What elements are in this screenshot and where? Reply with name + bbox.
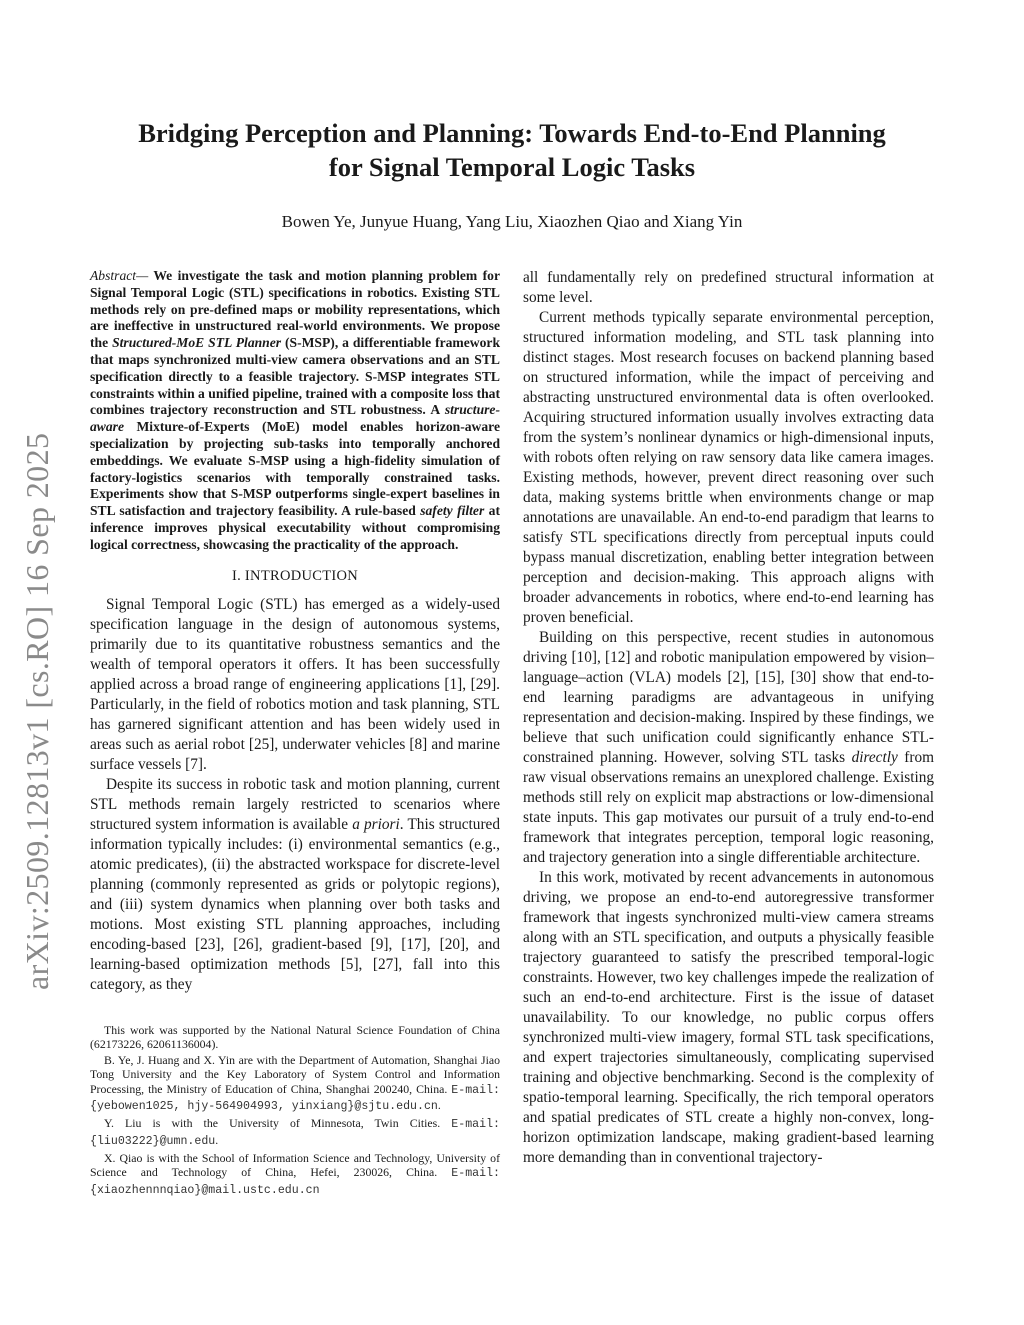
abstract-label: Abstract— (90, 268, 149, 283)
footnote-affiliation-ustc: X. Qiao is with the School of Information Science and Technology, University of Science and Technology of China, Hefei, 230026, China. E-mail:{xiaozhennnqiao}@mail.ustc.edu.cn (90, 1150, 500, 1197)
email-sjtu: E-mail: {yebowen1025, hjy-564904993, yinxiang}@sjtu.edu.cn (90, 1083, 500, 1114)
arxiv-sidebar-identifier: arXiv:2509.12813v1 [cs.RO] 16 Sep 2025 (19, 432, 55, 990)
intro-paragraph-2: Despite its success in robotic task and motion planning, current STL methods remain largely restricted to scenarios where structured system information is available a priori. This structured information typically includes: (i) environmental semantics (e.g., atomic predicates), (ii) the abstracted workspace for discrete-level planning (commonly represented as grids or polytopic regions), and (iii) system dynamics when planning over both tasks and motions. Most existing STL planning approaches, including encoding-based [23], [26], gradient-based [9], [17], [20], and learning-based optimization methods [5], [27], fall into this category, as they (90, 775, 500, 993)
abstract: Abstract— We investigate the task and motion planning problem for Signal Temporal Logic (STL) specifications in robotics. Existing STL methods rely on pre-defined maps or mobility representations, which are ineffective in unstructured real-world environments. We propose the Structured-MoE STL Planner (S-MSP), a differentiable framework that maps synchronized multi-view camera observations and an STL specification directly to a feasible trajectory. S-MSP integrates STL constraints within a unified pipeline, trained with a composite loss that combines trajectory reconstruction and STL robustness. A structure-aware Mixture-of-Experts (MoE) model enables horizon-aware specialization by projecting sub-tasks into temporally anchored embeddings. We evaluate S-MSP using a high-fidelity simulation of factory-logistics scenarios with temporally constrained tasks. Experiments show that S-MSP outperforms single-expert baselines in STL satisfaction and trajectory feasibility. A rule-based safety filter at inference improves physical executability without compromising logical correctness, showcasing the practicality of the approach. (90, 268, 501, 552)
footnotes (90, 1023, 500, 1198)
footnote-affiliation-sjtu: B. Ye, J. Huang and X. Yin are with the Department of Automation, Shanghai Jiao Tong University and the Key Laboratory of System Control and Information Processing, the Ministry of Education of China, Shanghai 200240, China. E-mail: {yebowen1025, hjy-564904993, yinxiang}@sjtu.edu.cn. (90, 1053, 500, 1114)
title-line-2: for Signal Temporal Logic Tasks (328, 152, 696, 182)
left-column (90, 268, 500, 1200)
author-list: Bowen Ye, Junyue Huang, Yang Liu, Xiaozhen Qiao and Xiang Yin (281, 212, 743, 231)
section-heading-introduction: I. INTRODUCTION (231, 567, 359, 584)
right-paragraph-2: Building on this perspective, recent studies in autonomous driving [10], [12] and robotic manipulation empowered by vision–language–action (VLA) models [2], [15], [30] show that end-to-end learning paradigms are advantageous in unifying representation and decision-making. Inspired by these findings, we believe that such unification could significantly enhance STL-constrained planning. However, solving STL tasks directly from raw visual observations remains an unexplored challenge. Existing methods still rely on explicit map abstractions or low-dimensional state inputs. This gap motivates our pursuit of a truly end-to-end framework that integrates perception, temporal logic reasoning, and trajectory generation into a single differentiable architecture. (523, 629, 934, 866)
footnote-affiliation-umn: Y. Liu is with the University of Minnesota, Twin Cities. E-mail: {liu03222}@umn.edu. (90, 1116, 500, 1148)
email-umn: E-mail: {liu03222}@umn.edu (90, 1118, 500, 1148)
right-column (523, 268, 934, 1168)
right-paragraph-0: all fundamentally rely on predefined structural information at some level. (523, 269, 934, 306)
right-paragraph-3: In this work, motivated by recent advancements in autonomous driving, we propose an end-to-end autoregressive transformer framework that ingests synchronized multi-view camera streams along with an STL specification, and outputs a physically feasible trajectory guaranteed to satisfy the prescribed temporal-logic constraints. However, two key challenges impede the realization of such an end-to-end architecture. First is the issue of dataset unavailability. To our knowledge, no public corpus offers synchronized multi-view imagery, formal STL task specifications, and expert trajectories simultaneously, complicating supervised training and objective benchmarking. Second is the complexity of spatio-temporal learning. Specifically, the rich temporal operators and spatial predicates of STL create a highly non-convex, long-horizon optimization landscape, making gradient-based learning more demanding than in conventional trajectory- (523, 869, 934, 1166)
right-paragraph-1: Current methods typically separate environmental perception, structured information modeling, and STL task planning into distinct stages. Most research focuses on backend planning based on structured information, while the impact of perceiving and abstracting unstructured environmental data is often overlooked. Acquiring structured information usually involves extracting data from the system’s nonlinear dynamics or high-dimensional inputs, with robots often relying on raw sensory data like camera images. Existing methods, however, prevent direct reasoning over such data, making systems brittle when environments change or map annotations are unavailable. An end-to-end paradigm that learns to satisfy STL specifications directly from perceptual inputs could bypass manual discretization, enabling better integration between perception and decision-making. This approach aligns with broader advancements in robotics, where end-to-end learning has proven beneficial. (523, 309, 934, 626)
paper-title (100, 116, 924, 184)
footnote-funding: This work was supported by the National Natural Science Foundation of China (62173226, 62061136004). (90, 1022, 500, 1051)
title-line-1: Bridging Perception and Planning: Towards End-to-End Planning (138, 118, 886, 148)
email-ustc: E-mail:{xiaozhennnqiao}@mail.ustc.edu.cn (90, 1167, 500, 1197)
intro-paragraph-1: Signal Temporal Logic (STL) has emerged as a widely-used specification language in the design of autonomous systems, primarily due to its quantitative robustness semantics and the wealth of temporal operators it offers. It has been successfully applied across a broad range of engineering applications [1], [29]. Particularly, in the field of robotics motion and task planning, STL has garnered significant attention and has been widely used in areas such as aerial robot [25], underwater vehicles [8] and marine surface vessels [7]. (90, 595, 500, 773)
